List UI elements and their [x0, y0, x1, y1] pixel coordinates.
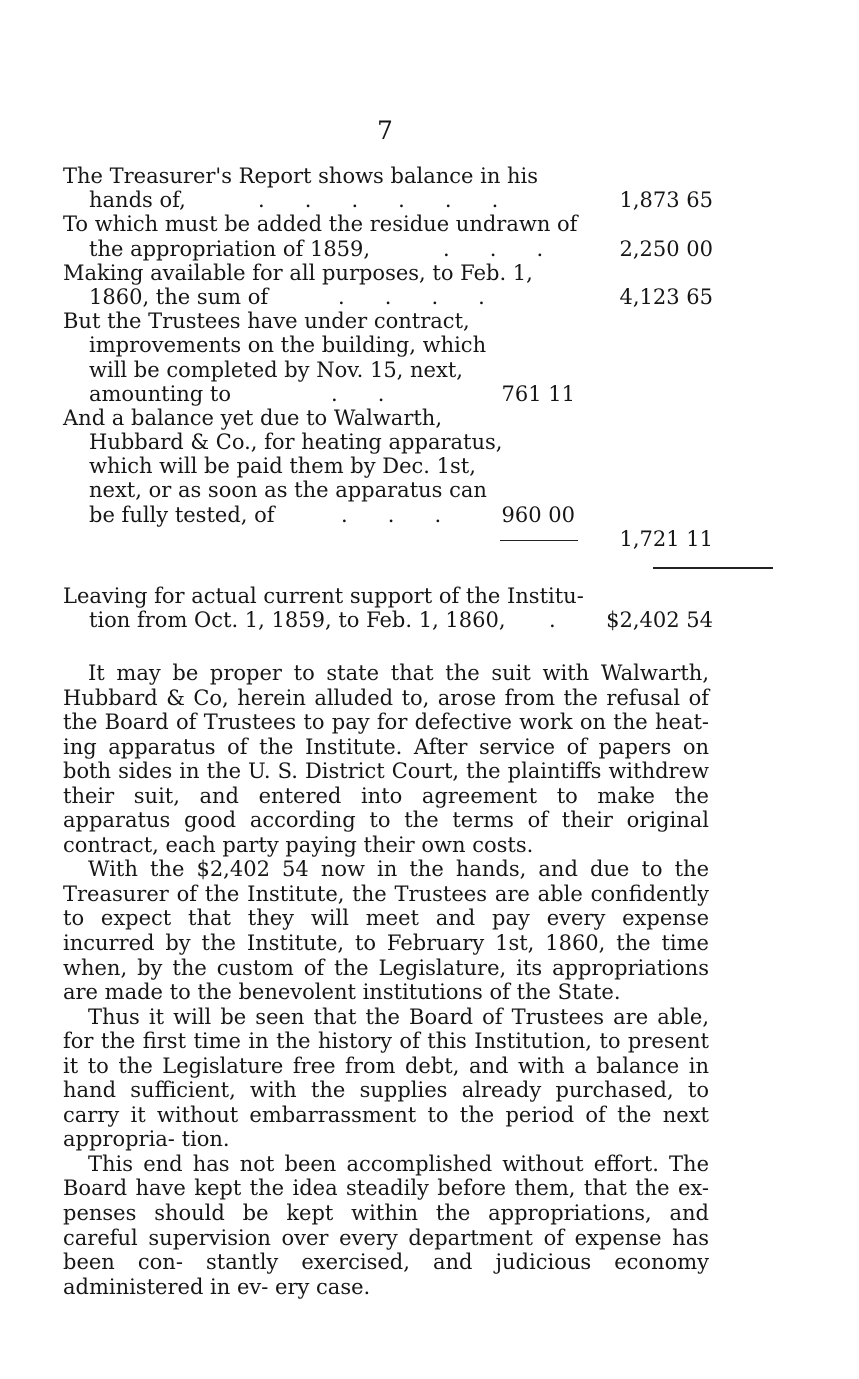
- paragraph: This end has not been accomplished without effort. The Board have kept the idea steadily before them, that the ex- penses should be kept within the appropriations, and careful supervision over every department of expense has been con- stantly exercised, and judicious economy administered in ev- ery case.: [63, 1151, 709, 1299]
- ledger-text: hands of,: [89, 188, 186, 213]
- ledger-row-residue: [63, 212, 713, 260]
- paragraph: It may be proper to state that the suit with Walwarth, Hubbard & Co, herein alluded to, arose from the refusal of the Board of Trustees to pay for defective work on the heat- ing apparatus of the Institute. After service of papers on both sides in the U. S. District Court, the plaintiffs withdrew their suit, and entered into agreement to make the apparatus good according to the terms of their original contract, each party paying their own costs.: [63, 661, 709, 857]
- treasurer-ledger: [63, 164, 713, 551]
- ledger-subtotal: 1,721 11: [619, 526, 713, 551]
- ledger-row-available: [63, 261, 713, 309]
- ledger-text: tion from Oct. 1, 1859, to Feb. 1, 1860,: [89, 608, 506, 633]
- sum-rule: [500, 540, 578, 541]
- ledger-row-balance: [63, 164, 713, 212]
- ledger-text: And a balance yet due to Walwarth,: [63, 405, 442, 430]
- ledger-amount: 1,873 65: [619, 188, 713, 213]
- report-body: [63, 661, 709, 1299]
- ledger-amount: 761 11: [501, 381, 575, 406]
- ledger-total-amount: $2,402 54: [606, 608, 713, 633]
- leader-dots: . . .: [443, 236, 544, 261]
- ledger-text: Making available for all purposes, to Feb. 1,: [63, 260, 533, 285]
- ledger-text: be fully tested, of: [89, 502, 275, 527]
- ledger-text: 1860, the sum of: [89, 284, 269, 309]
- ledger-text: next, or as soon as the apparatus can: [89, 478, 487, 503]
- leader-dots: .: [549, 608, 556, 633]
- ledger-text: Leaving for actual current support of the Institu-: [63, 584, 584, 608]
- leader-dots: . . . .: [338, 284, 485, 309]
- page-number: 7: [377, 116, 393, 145]
- ledger-text: the appropriation of 1859,: [89, 236, 371, 261]
- ledger-row-improvements: [63, 309, 713, 406]
- ledger-text: The Treasurer's Report shows balance in his: [63, 164, 539, 188]
- ledger-amount: 960 00: [501, 502, 575, 527]
- paragraph: With the $2,402 54 now in the hands, and due to the Treasurer of the Institute, the Trustees are able confidently to expect that they will meet and pay every expense incurred by the Institute, to February 1st, 1860, the time when, by the custom of the Legislature, its appropriations are made to the benevolent institutions of the State.: [63, 857, 709, 1005]
- ledger-row-walwarth: [63, 406, 713, 527]
- leader-dots: . . . . . .: [258, 188, 499, 213]
- ledger-row-subtotal: [63, 527, 713, 551]
- total-rule: [653, 567, 773, 569]
- ledger-amount: 4,123 65: [619, 284, 713, 309]
- paragraph: Thus it will be seen that the Board of Trustees are able, for the first time in the history of this Institution, to present it to the Legislature free from debt, and with a balance in hand sufficient, with the supplies already purchased, to carry it without embarrassment to the period of the next appropria- tion.: [63, 1004, 709, 1152]
- leader-dots: . . .: [341, 502, 442, 527]
- ledger-text: which will be paid them by Dec. 1st,: [89, 454, 476, 479]
- ledger-text: will be completed by Nov. 15, next,: [89, 357, 463, 382]
- ledger-amount: 2,250 00: [619, 236, 713, 261]
- leaving-balance: [63, 584, 713, 632]
- leader-dots: . .: [331, 381, 385, 406]
- ledger-text: improvements on the building, which: [89, 333, 487, 358]
- ledger-text: To which must be added the residue undrawn of: [63, 212, 578, 237]
- ledger-text: amounting to: [89, 381, 232, 406]
- ledger-text: Hubbard & Co., for heating apparatus,: [89, 430, 503, 455]
- ledger-text: But the Trustees have under contract,: [63, 309, 470, 334]
